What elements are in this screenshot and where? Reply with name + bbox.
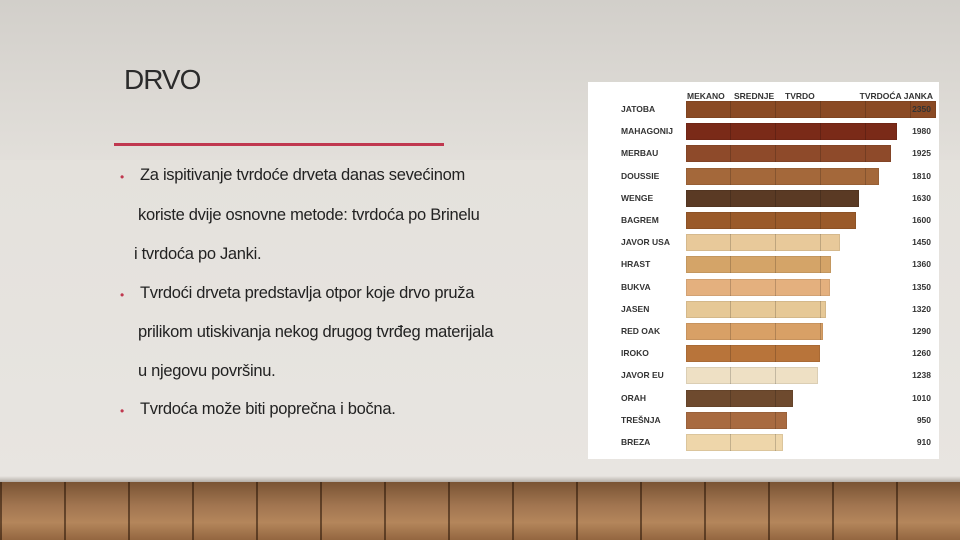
- hardness-value: 2350: [912, 104, 931, 114]
- hardness-value: 1450: [912, 237, 931, 248]
- wood-label: MAHAGONIJ: [621, 126, 673, 137]
- hardness-bar: [686, 345, 820, 362]
- hardness-value: 1360: [912, 259, 931, 270]
- hardness-bar: [686, 168, 879, 185]
- hardness-bar: [686, 301, 826, 318]
- wood-label: JATOBA: [621, 104, 656, 114]
- hardness-value: 950: [916, 414, 931, 425]
- hardness-value: 1290: [912, 326, 931, 336]
- bullet-marker: •: [120, 288, 125, 302]
- hardness-bar: [686, 412, 787, 429]
- wood-label: ORAH: [621, 392, 647, 403]
- hardness-bar: [686, 190, 859, 207]
- wood-label: HRAST: [621, 259, 651, 270]
- hardness-value: 1925: [912, 148, 931, 159]
- bullet-marker: •: [120, 170, 125, 184]
- header-hard: TVRDO: [785, 91, 815, 101]
- wood-label: JAVOR USA: [621, 237, 670, 248]
- wood-label: TREŠNJA: [621, 414, 661, 425]
- hardness-bar: [686, 279, 830, 296]
- hardness-bar: [686, 256, 831, 273]
- wood-label: IROKO: [621, 348, 649, 359]
- wood-label: JASEN: [621, 303, 650, 314]
- bullet-text: Za ispitivanje tvrdoće drveta danas sevećinom: [140, 166, 465, 184]
- hardness-value: 1010: [912, 392, 931, 403]
- bullet-text: Tvrdoća može biti poprečna i bočna.: [140, 400, 396, 418]
- janka-hardness-chart: [588, 82, 939, 459]
- wood-label: BUKVA: [621, 281, 651, 292]
- bullet-text: u njegovu površinu.: [138, 362, 276, 380]
- hardness-value: 1810: [912, 170, 931, 181]
- hardness-value: 1600: [912, 215, 931, 225]
- wood-label: WENGE: [621, 192, 654, 203]
- bullet-marker: •: [120, 404, 125, 418]
- hardness-value: 1980: [912, 126, 931, 137]
- wood-label: MERBAU: [621, 148, 659, 159]
- hardness-value: 1630: [912, 192, 931, 203]
- title-underline: [114, 143, 444, 146]
- wood-label: RED OAK: [621, 326, 661, 336]
- bullet-text: Tvrdoći drveta predstavlja otpor koje drvo pruža: [140, 284, 475, 302]
- wood-label: BAGREM: [621, 215, 659, 225]
- header-janka: TVRDOĆA JANKA: [859, 91, 933, 101]
- hardness-value: 1320: [912, 303, 931, 314]
- wood-label: DOUSSIE: [621, 170, 660, 181]
- hardness-bar: [686, 390, 793, 407]
- wood-label: JAVOR EU: [621, 370, 664, 381]
- hardness-bar: [686, 212, 856, 229]
- hardness-value: 1350: [912, 281, 931, 292]
- hardness-value: 1238: [912, 370, 931, 381]
- hardness-bar: [686, 123, 897, 140]
- hardness-bar: [686, 434, 783, 451]
- hardness-value: 1260: [912, 348, 931, 359]
- wood-label: BREZA: [621, 437, 651, 447]
- hardness-bar: [686, 234, 840, 251]
- header-soft: MEKANO: [687, 91, 725, 101]
- wood-floor: [0, 482, 960, 540]
- bullet-text: koriste dvije osnovne metode: tvrdoća po Brinelu: [138, 206, 480, 224]
- hardness-bar: [686, 323, 823, 340]
- hardness-bar: [686, 145, 891, 162]
- header-medium: SREDNJE: [734, 91, 775, 101]
- bullet-text: prilikom utiskivanja nekog drugog tvrđeg materijala: [138, 323, 494, 341]
- hardness-value: 910: [916, 437, 931, 447]
- slide-title: DRVO: [124, 64, 201, 95]
- bullet-text: i tvrdoća po Janki.: [134, 245, 262, 263]
- hardness-bar: [686, 367, 818, 384]
- hardness-bar: [686, 101, 936, 118]
